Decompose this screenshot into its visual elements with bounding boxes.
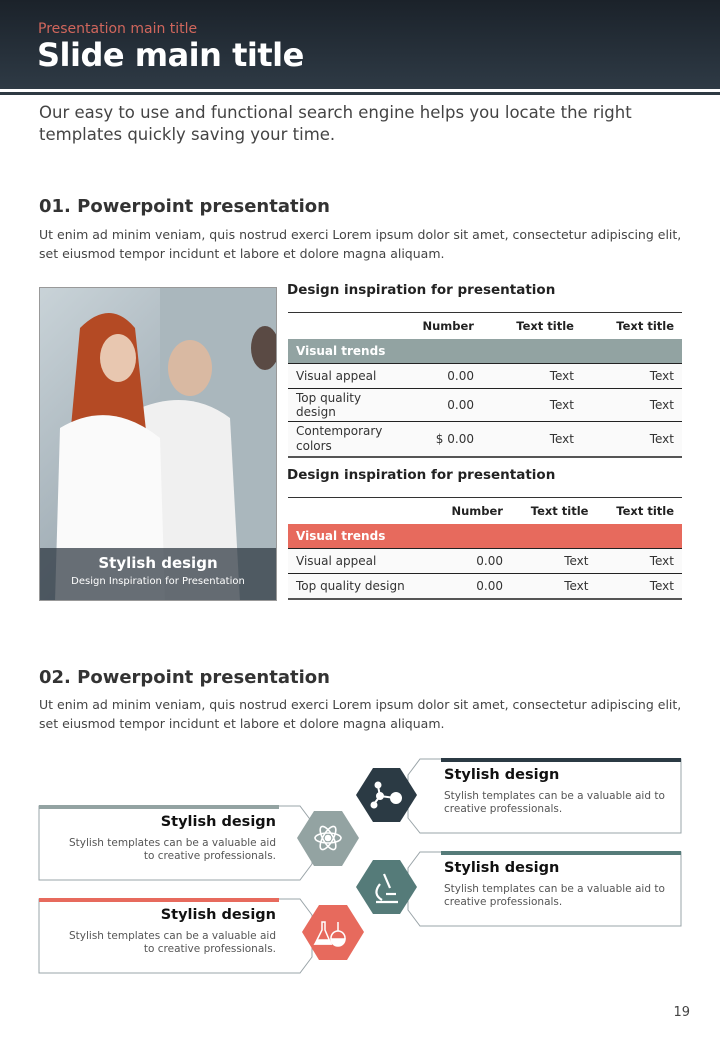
intro-text: Our easy to use and functional search engine helps you locate the right templates quickly saving your time. [39, 103, 632, 144]
presentation-title: Presentation main title [38, 21, 198, 37]
accent-bar-right-2 [441, 851, 681, 855]
table-cell: Text [511, 549, 597, 574]
column-header: Number [451, 503, 503, 518]
section1-heading: 01. Powerpoint presentation [39, 196, 330, 217]
column-header: Number [422, 318, 474, 333]
table-cell: Top quality design [288, 389, 390, 422]
feature-title: Stylish design [160, 907, 276, 923]
accent-bar-left-2 [39, 898, 279, 902]
feature-title: Stylish design [444, 860, 560, 876]
table-cell: Text [582, 389, 682, 422]
section2-text: Ut enim ad minim veniam, quis nostrud exerci Lorem ipsum dolor sit amet, consectetur adipiscing elit, set eiusmod tempor incidunt et labore et dolore magna aliquam. [39, 697, 682, 731]
feature-title: Stylish design [160, 814, 276, 830]
feature-title: Stylish design [444, 767, 560, 783]
page-number: 19 [673, 1005, 690, 1020]
table-cell: 0.00 [433, 549, 511, 574]
feature-text: Stylish templates can be a valuable aid to creative professionals. [444, 790, 665, 815]
feature-card-4 [60, 907, 276, 956]
table-cell: Text [582, 422, 682, 458]
caption-title: Stylish design [98, 554, 218, 572]
table-cell: 0.00 [390, 364, 482, 389]
table-cell: $ 0.00 [390, 422, 482, 458]
column-header: Text title [616, 503, 674, 518]
accent-bar-right-1 [441, 758, 681, 762]
slide-title: Slide main title [37, 36, 304, 74]
table-cell: Top quality design [288, 574, 433, 599]
feature-card-3 [444, 860, 674, 909]
column-header: Text title [616, 318, 674, 333]
table-cell: 0.00 [433, 574, 511, 599]
table-cell: Contemporary colors [288, 422, 390, 458]
feature-text: Stylish templates can be a valuable aid to creative professionals. [444, 883, 665, 908]
table-cell: Text [482, 364, 582, 389]
table-cell: Text [596, 549, 682, 574]
table-cell: Text [596, 574, 682, 599]
section-label: Visual trends [288, 339, 682, 364]
accent-bar-left-1 [39, 805, 279, 809]
feature-text: Stylish templates can be a valuable aid to creative professionals. [69, 837, 276, 862]
column-header: Text title [530, 503, 589, 518]
table-cell: Text [482, 389, 582, 422]
table1-title: Design inspiration for presentation [287, 282, 556, 298]
table-cell: Text [582, 364, 682, 389]
column-header: Text title [516, 318, 574, 333]
feature-card-2 [60, 814, 276, 863]
caption-subtitle: Design Inspiration for Presentation [71, 576, 245, 587]
section-label: Visual trends [288, 524, 682, 549]
section2-heading: 02. Powerpoint presentation [39, 667, 330, 688]
table2-title: Design inspiration for presentation [287, 467, 556, 483]
table-cell: Text [482, 422, 582, 458]
feature-text: Stylish templates can be a valuable aid to creative professionals. [69, 930, 276, 955]
table-cell: Visual appeal [288, 364, 390, 389]
table-cell: 0.00 [390, 389, 482, 422]
section1-text: Ut enim ad minim veniam, quis nostrud exerci Lorem ipsum dolor sit amet, consectetur adipiscing elit, set eiusmod tempor incidunt et labore et dolore magna aliquam. [39, 227, 682, 261]
feature-card-1 [444, 767, 674, 816]
table-cell: Visual appeal [288, 549, 433, 574]
table-cell: Text [511, 574, 597, 599]
